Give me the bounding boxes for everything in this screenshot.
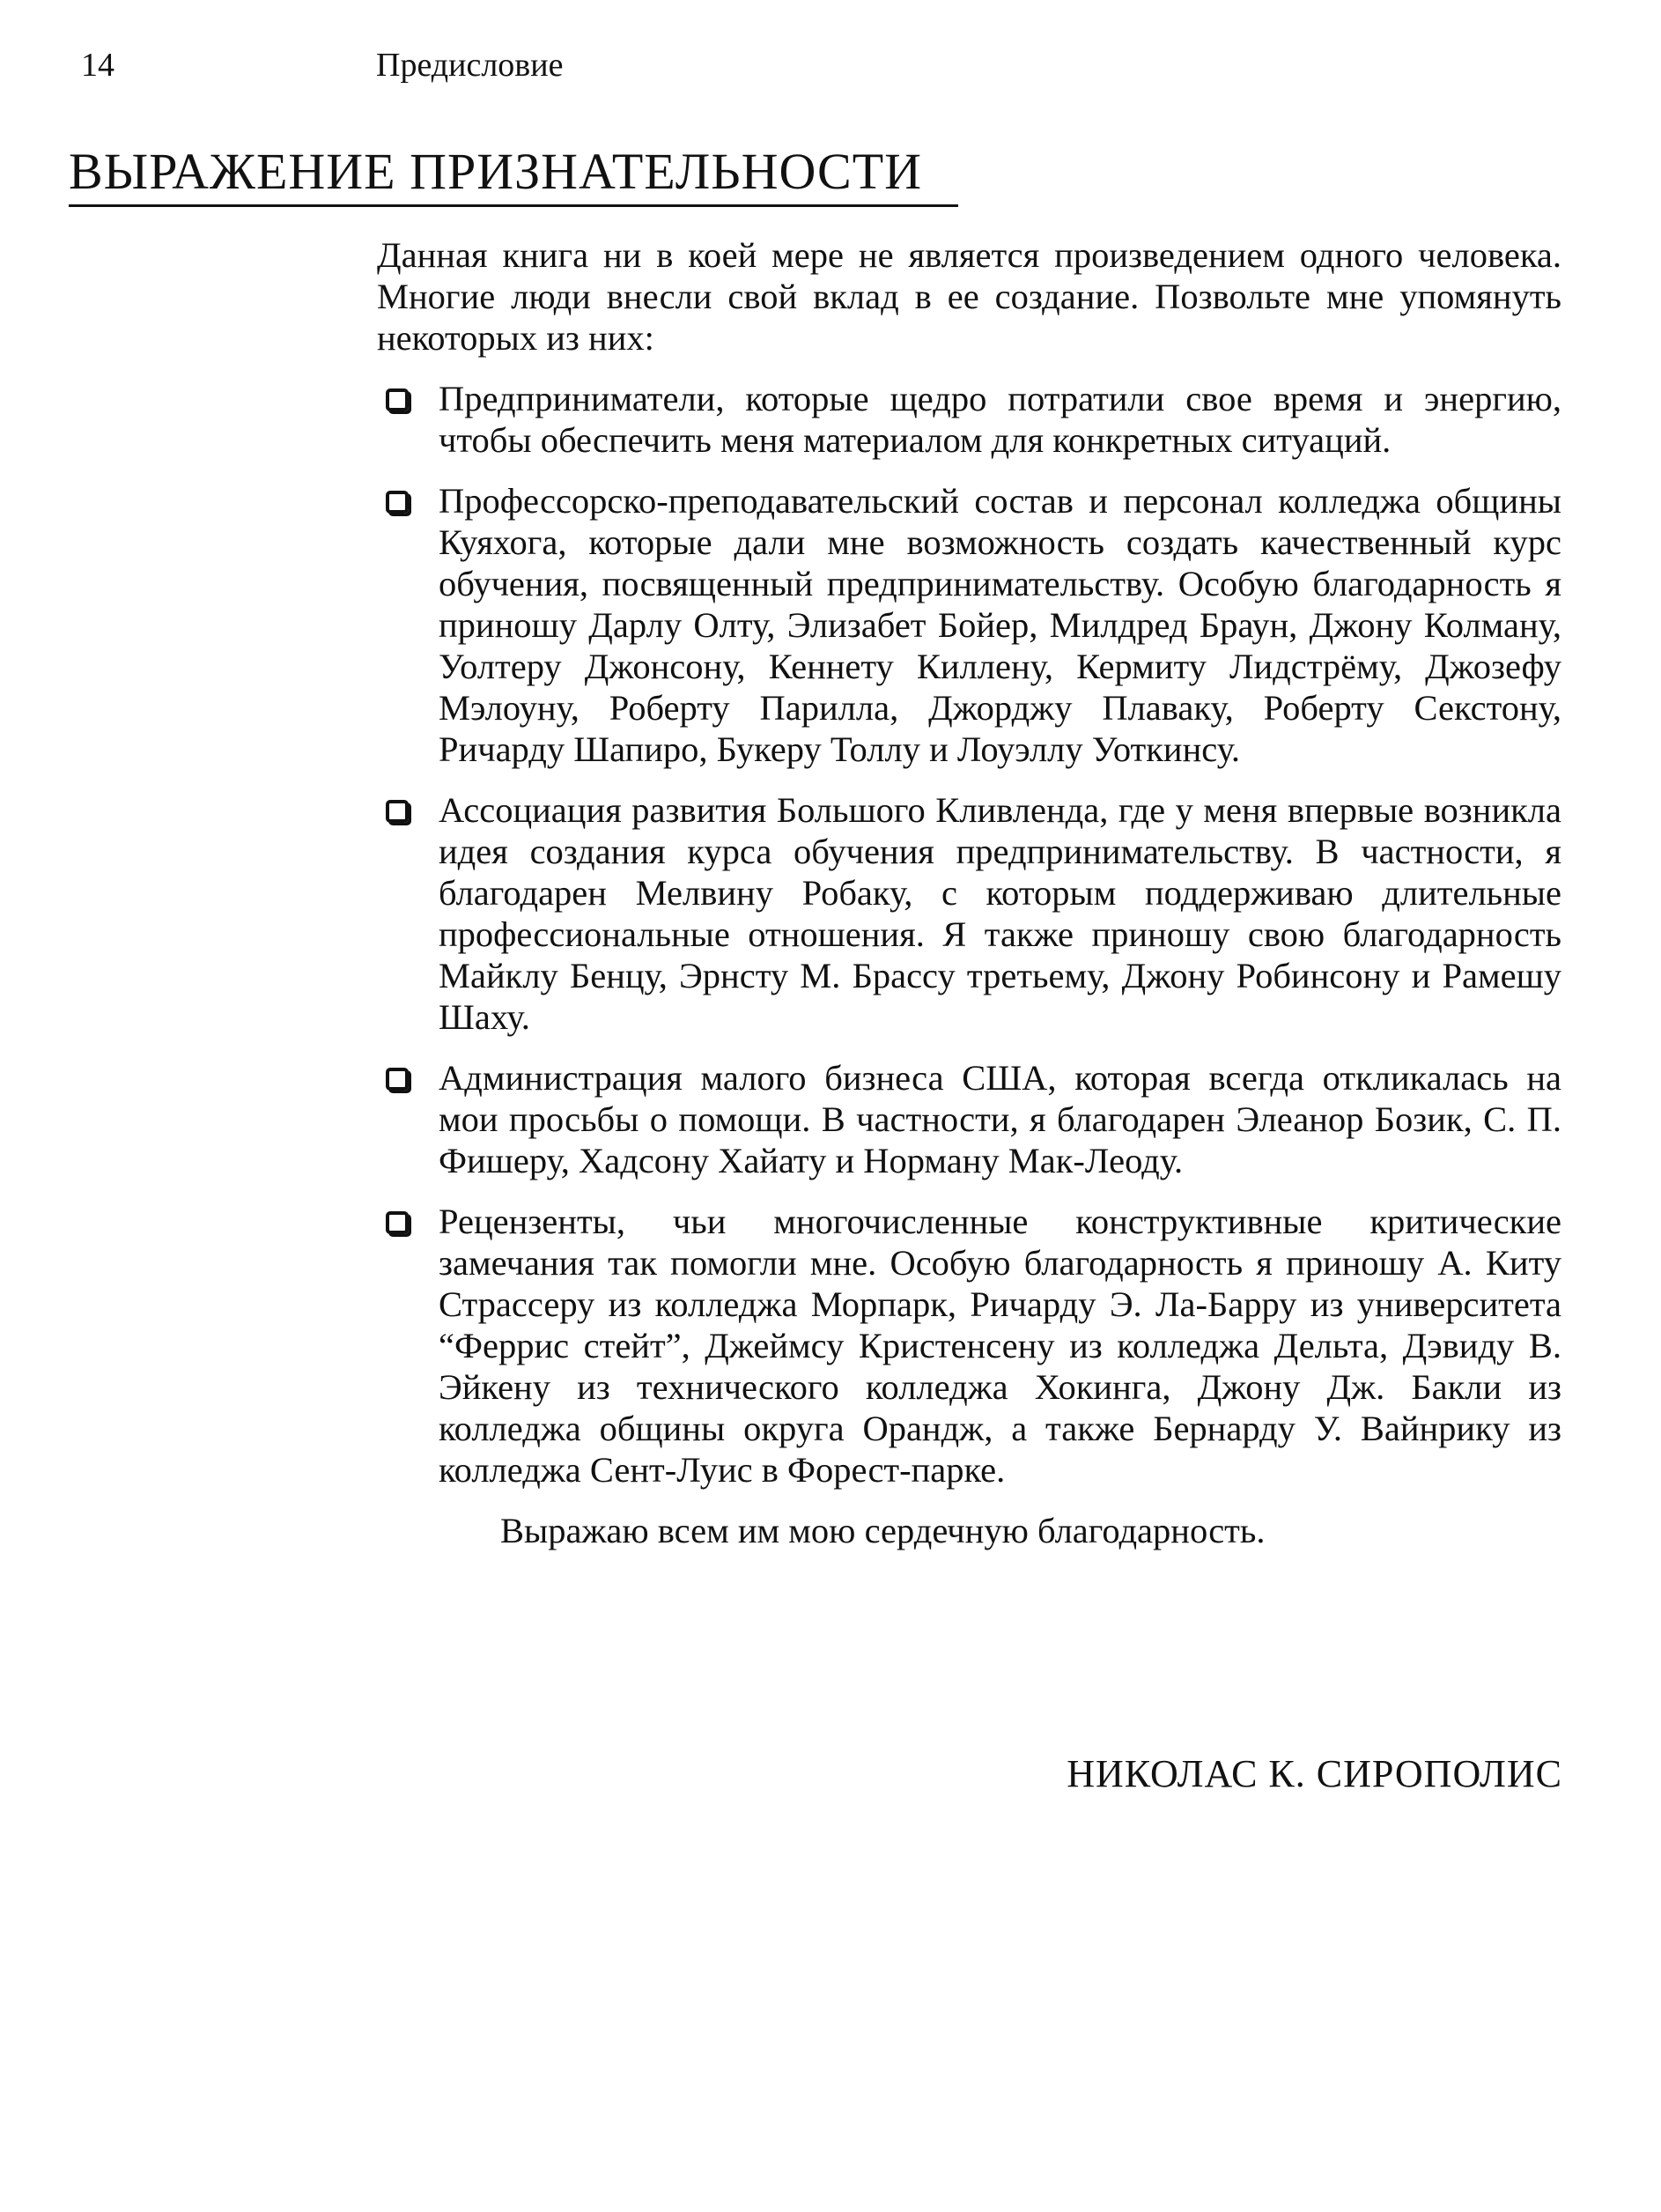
author-signature: НИКОЛАС К. СИРОПОЛИС bbox=[1067, 1752, 1562, 1795]
list-item-text: Рецензенты, чьи многочисленные конструктивные критические замечания так помогли мне. Особую благодарность я приношу А. Киту Страссеру из колледжа Морпарк, Ричарду Э. Ла-Барру из университета “Феррис стейт”, Джеймсу Кристенсену из колледжа Дельта, Дэвиду В. Эйкену из технического колледжа Хокинга, Джону Дж. Бакли из колледжа общины округа Орандж, а также Бернарду У. Вайнрику из колледжа Сент-Луис в Форест-парке. bbox=[439, 1202, 1561, 1490]
acknowledgement-list bbox=[377, 378, 1561, 1491]
checkbox-bullet-icon bbox=[386, 491, 409, 514]
list-item bbox=[377, 480, 1561, 770]
list-item bbox=[377, 1201, 1561, 1491]
checkbox-bullet-icon bbox=[386, 388, 409, 411]
checkbox-bullet-icon bbox=[386, 1211, 409, 1234]
checkbox-bullet-icon bbox=[386, 1068, 409, 1091]
list-item bbox=[377, 378, 1561, 461]
list-item-text: Профессорско-преподавательский состав и персонал колледжа общины Куяхога, которые дали мне возможность создать качественный курс обучения, посвященный предпринимательству. Особую благодарность я приношу Дарлу Олту, Элизабет Бойер, Милдред Браун, Джону Колману, Уолтеру Джонсону, Кеннету Киллену, Кермиту Лидстрёму, Джозефу Мэлоуну, Роберту Парилла, Джорджу Плаваку, Роберту Секстону, Ричарду Шапиро, Букеру Толлу и Лоуэллу Уоткинсу. bbox=[439, 481, 1561, 769]
list-item-text: Ассоциация развития Большого Кливленда, где у меня впервые возникла идея создания курса обучения предпринимательству. В частности, я благодарен Мелвину Робаку, с которым поддерживаю длительные профессиональные отношения. Я также приношу свою благодарность Майклу Бенцу, Эрнсту М. Брассу третьему, Джону Робинсону и Рамешу Шаху. bbox=[439, 790, 1561, 1037]
intro-paragraph: Данная книга ни в коей мере не является произведением одного человека. Многие люди внесли свой вклад в ее создание. Позвольте мне упомянуть некоторых из них: bbox=[377, 235, 1561, 358]
section-heading: ВЫРАЖЕНИЕ ПРИЗНАТЕЛЬНОСТИ bbox=[69, 141, 958, 207]
running-header: Предисловие bbox=[376, 47, 564, 84]
list-item-text: Администрация малого бизнеса США, которая всегда откликалась на мои просьбы о помощи. В частности, я благодарен Элеанор Бозик, С. П. Фишеру, Хадсону Хайату и Норману Мак-Леоду. bbox=[439, 1058, 1561, 1180]
list-item-text: Предприниматели, которые щедро потратили свое время и энергию, чтобы обеспечить меня материалом для конкретных ситуаций. bbox=[439, 379, 1561, 460]
list-item bbox=[377, 1057, 1561, 1181]
list-item bbox=[377, 789, 1561, 1038]
page-number: 14 bbox=[81, 47, 114, 84]
acknowledgements-body bbox=[377, 234, 1561, 1551]
closing-line: Выражаю всем им мою сердечную благодарность. bbox=[500, 1511, 1266, 1550]
checkbox-bullet-icon bbox=[386, 800, 409, 823]
